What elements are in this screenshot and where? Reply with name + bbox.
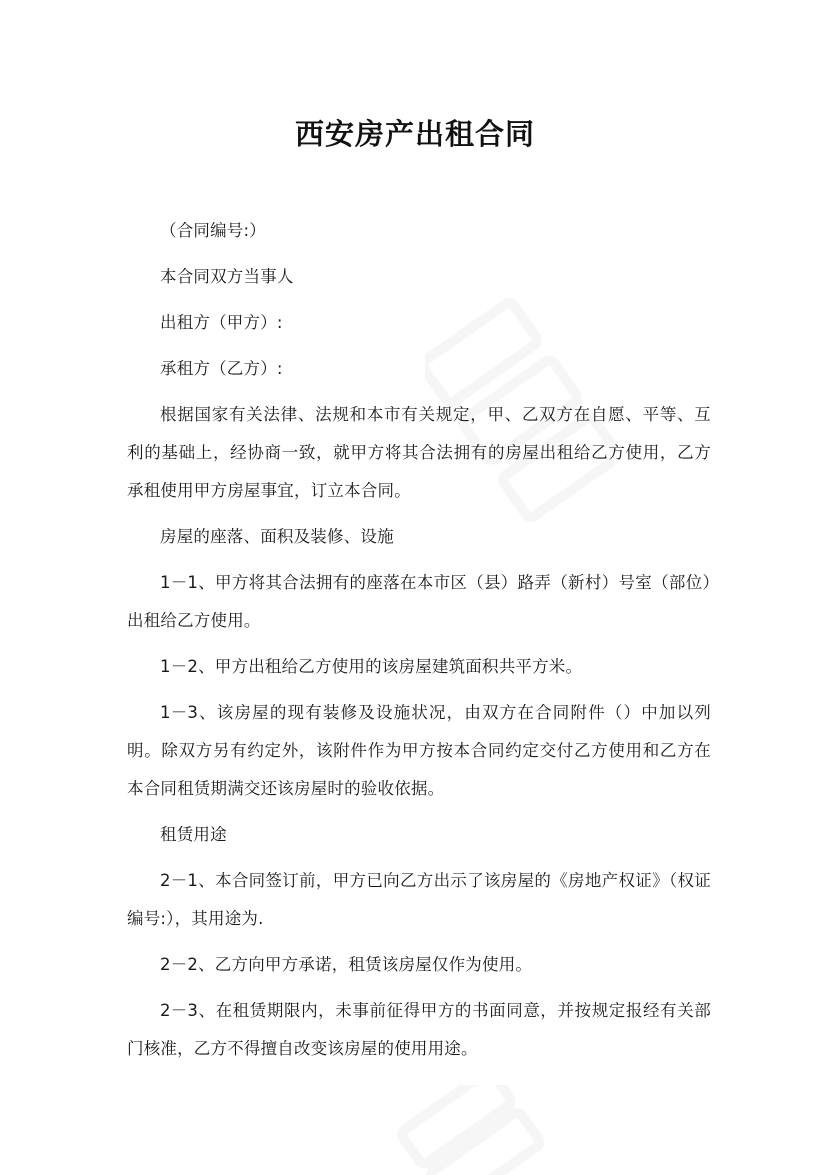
clause-2-1: 2－1、本合同签订前，甲方已向乙方出示了该房屋的《房地产权证》（权证编号:），其用途为. (127, 871, 711, 928)
section-heading-purpose: 租赁用途 (160, 825, 227, 844)
paragraph-parties-heading: 本合同双方当事人 (160, 267, 294, 286)
document-body (127, 212, 711, 1076)
paragraph-lessee: 承租方（乙方）: (160, 359, 283, 378)
clause-1-2: 1－2、甲方出租给乙方使用的该房屋建筑面积共平方米。 (160, 657, 583, 676)
document-title: 西安房产出租合同 (294, 117, 535, 151)
clause-1-3: 1－3、该房屋的现有装修及设施状况，由双方在合同附件（）中加以列明。除双方另有约定外，该附件作为甲方按本合同约定交付乙方使用和乙方在本合同租赁期满交还该房屋时的验收依据。 (127, 703, 711, 798)
paragraph-contract-number: （合同编号:） (160, 221, 266, 240)
clause-1-1: 1－1、甲方将其合法拥有的座落在本市区（县）路弄（新村）号室（部位）出租给乙方使用。 (127, 573, 711, 630)
clause-2-3: 2－3、在租赁期限内，未事前征得甲方的书面同意，并按规定报经有关部门核准，乙方不得擅自改变该房屋的使用用途。 (127, 1001, 711, 1058)
section-heading-premises: 房屋的座落、面积及装修、设施 (160, 527, 394, 546)
clause-2-2: 2－2、乙方向甲方承诺，租赁该房屋仅作为使用。 (160, 955, 533, 974)
watermark-logo-icon (380, 1085, 550, 1175)
paragraph-lessor: 出租方（甲方）: (160, 313, 283, 332)
paragraph-preamble: 根据国家有关法律、法规和本市有关规定，甲、乙双方在自愿、平等、互利的基础上，经协商一致，就甲方将其合法拥有的房屋出租给乙方使用，乙方承租使用甲方房屋事宜，订立本合同。 (127, 405, 711, 500)
